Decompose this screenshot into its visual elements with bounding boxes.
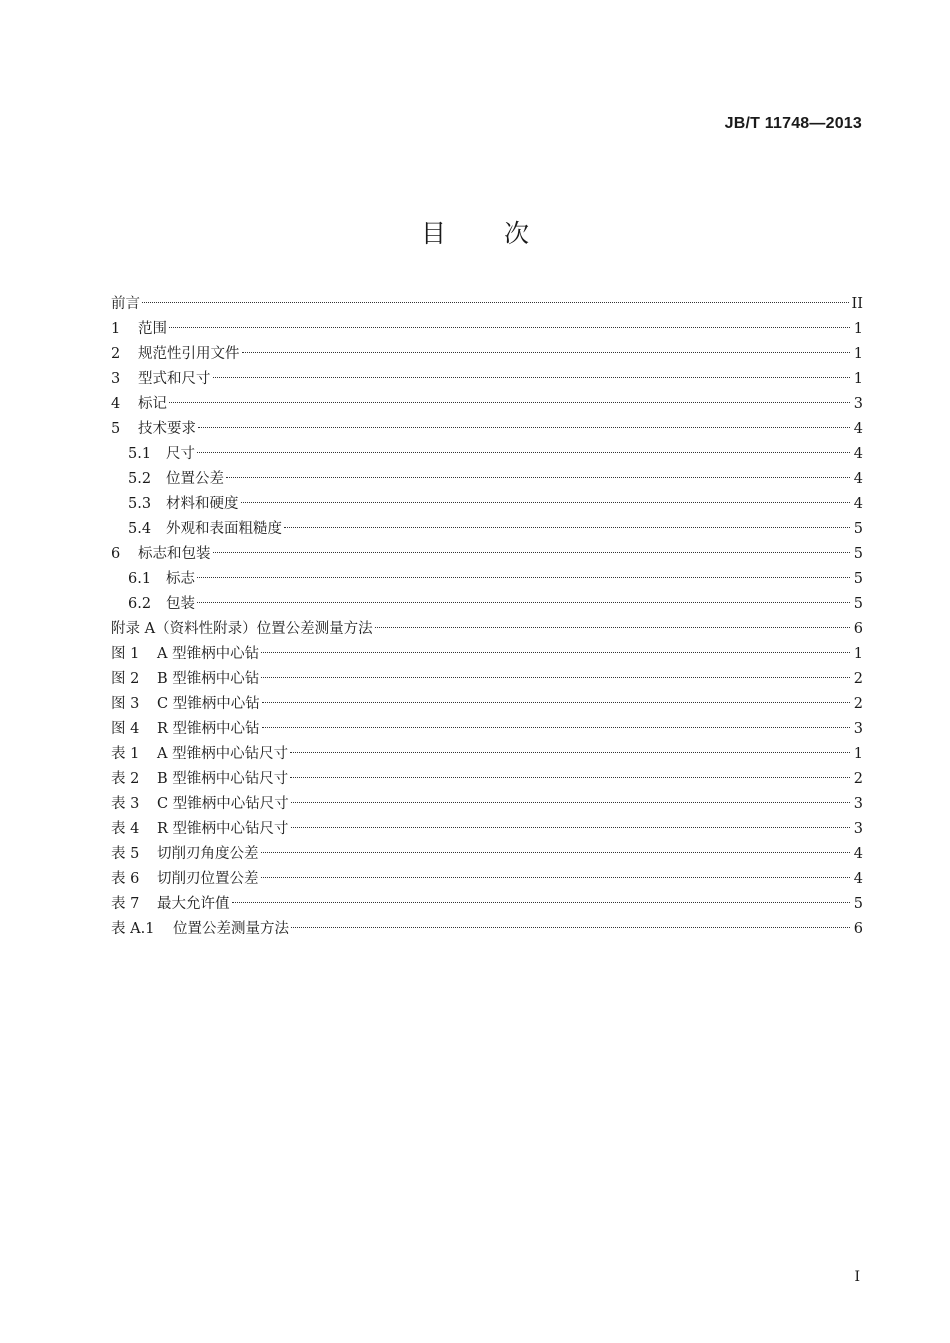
toc-entry-page: 6 [853,921,863,937]
toc-dot-leader [197,602,850,603]
toc-entry-page: 4 [853,446,863,462]
toc-entry-label: 切削刃位置公差 [157,871,259,887]
toc-entry-number: 表 7 [111,896,140,912]
toc-entry[interactable] [111,467,863,492]
toc-entry[interactable] [111,917,863,942]
toc-entry[interactable] [111,392,863,417]
toc-entry-page: 4 [853,846,863,862]
toc-entry[interactable] [111,592,863,617]
toc-entry-label: 标志和包装 [138,546,211,562]
toc-entry[interactable] [111,717,863,742]
toc-entry-page: 2 [853,771,863,787]
toc-entry-label: A 型锥柄中心钻 [157,646,260,662]
toc-entry[interactable] [111,542,863,567]
toc-dot-leader [262,727,850,728]
toc-entry-number: 5.1 [128,446,152,462]
toc-entry-label: C 型锥柄中心钻 [157,696,260,712]
toc-entry-number: 5.3 [128,496,152,512]
toc-entry-label: 规范性引用文件 [138,346,240,362]
toc-entry-page: 3 [853,821,863,837]
toc-entry[interactable] [111,742,863,767]
toc-entry-number: 表 4 [111,821,140,837]
toc-entry-page: 5 [853,521,863,537]
toc-entry-label: A 型锥柄中心钻尺寸 [157,746,289,762]
toc-entry-page: 1 [853,346,863,362]
toc-entry-page: 2 [853,671,863,687]
toc-entry[interactable] [111,617,863,642]
toc-title-char-2: 次 [504,219,530,248]
toc-entry-number: 6.1 [128,571,152,587]
toc-dot-leader [213,377,851,378]
toc-dot-leader [197,452,850,453]
toc-dot-leader [261,652,850,653]
toc-entry-label: 技术要求 [138,421,196,437]
toc-entry-number: 3 [111,371,121,387]
toc-entry-number: 图 3 [111,696,140,712]
toc-entry-number: 6.2 [128,596,152,612]
toc-dot-leader [169,402,850,403]
toc-entry-page: 1 [853,371,863,387]
toc-entry-page: 4 [853,471,863,487]
toc-entry-number: 表 A.1 [111,921,155,937]
toc-dot-leader [241,502,851,503]
toc-entry-number: 5.4 [128,521,152,537]
toc-entry-label: 范围 [138,321,167,337]
toc-entry[interactable] [111,442,863,467]
toc-entry-page: 3 [853,396,863,412]
toc-entry[interactable] [111,767,863,792]
toc-title-char-1: 目 [420,219,446,248]
toc-title [0,214,950,250]
toc-entry[interactable] [111,292,863,317]
toc-entry[interactable] [111,492,863,517]
toc-dot-leader [142,302,849,303]
toc-entry-number: 表 6 [111,871,140,887]
toc-entry-label: 最大允许值 [157,896,230,912]
page-number: I [854,1269,860,1285]
toc-entry-number: 1 [111,321,121,337]
toc-entry-label: 外观和表面粗糙度 [166,521,282,537]
toc-dot-leader [197,577,850,578]
toc-dot-leader [291,827,850,828]
toc-entry-number: 图 1 [111,646,140,662]
toc-entry-page: 3 [853,721,863,737]
toc-entry-page: 6 [853,621,863,637]
toc-entry-page: 4 [853,871,863,887]
toc-entry-number: 5 [111,421,121,437]
toc-entry-page: 1 [853,646,863,662]
toc-entry-page: 3 [853,796,863,812]
toc-entry-label: 标志 [166,571,195,587]
toc-entry[interactable] [111,792,863,817]
toc-dot-leader [213,552,851,553]
toc-dot-leader [291,802,850,803]
toc-dot-leader [261,852,851,853]
toc-entry-label: 尺寸 [166,446,195,462]
toc-entry[interactable] [111,842,863,867]
toc-entry-label: 标记 [138,396,167,412]
toc-entry-page: 2 [853,696,863,712]
toc-dot-leader [290,752,850,753]
toc-entry[interactable] [111,567,863,592]
toc-entry[interactable] [111,317,863,342]
toc-entry-label: 前言 [111,296,140,312]
toc-entry-page: 5 [853,546,863,562]
toc-dot-leader [169,327,850,328]
toc-entry[interactable] [111,867,863,892]
toc-dot-leader [262,702,850,703]
toc-entry-number: 4 [111,396,121,412]
toc-entry-page: II [851,296,863,312]
toc-entry-number: 表 2 [111,771,140,787]
toc-entry-number: 5.2 [128,471,152,487]
toc-entry-page: 4 [853,496,863,512]
toc-entry-label: 位置公差 [166,471,224,487]
toc-entry-label: 位置公差测量方法 [173,921,289,937]
toc-entry-label: B 型锥柄中心钻尺寸 [157,771,289,787]
toc-entry-number: 表 1 [111,746,140,762]
toc-entry[interactable] [111,667,863,692]
toc-entry[interactable] [111,642,863,667]
toc-dot-leader [291,927,850,928]
toc-entry-number: 表 3 [111,796,140,812]
table-of-contents [111,292,863,942]
toc-entry-page: 5 [853,896,863,912]
toc-entry-number: 2 [111,346,121,362]
toc-dot-leader [261,677,850,678]
toc-dot-leader [375,627,850,628]
toc-entry-number: 图 2 [111,671,140,687]
toc-entry-label: 附录 A（资料性附录）位置公差测量方法 [111,621,373,637]
toc-entry-number: 6 [111,546,121,562]
toc-dot-leader [232,902,851,903]
toc-entry[interactable] [111,417,863,442]
toc-entry-page: 5 [853,571,863,587]
toc-dot-leader [290,777,850,778]
toc-entry[interactable] [111,367,863,392]
toc-entry[interactable] [111,517,863,542]
toc-entry-number: 图 4 [111,721,140,737]
toc-entry-page: 1 [853,321,863,337]
toc-dot-leader [284,527,850,528]
document-code: JB/T 11748—2013 [724,115,862,132]
toc-entry-label: B 型锥柄中心钻 [157,671,260,687]
toc-entry-label: 包装 [166,596,195,612]
toc-entry-label: C 型锥柄中心钻尺寸 [157,796,289,812]
toc-dot-leader [226,477,850,478]
toc-entry[interactable] [111,817,863,842]
toc-dot-leader [261,877,851,878]
toc-entry-page: 4 [853,421,863,437]
toc-entry[interactable] [111,692,863,717]
toc-entry-label: 型式和尺寸 [138,371,211,387]
toc-entry[interactable] [111,892,863,917]
toc-entry-page: 1 [853,746,863,762]
toc-entry[interactable] [111,342,863,367]
toc-entry-page: 5 [853,596,863,612]
toc-entry-label: R 型锥柄中心钻 [157,721,260,737]
toc-entry-label: 切削刃角度公差 [157,846,259,862]
toc-entry-label: R 型锥柄中心钻尺寸 [157,821,289,837]
toc-dot-leader [242,352,851,353]
toc-dot-leader [198,427,850,428]
toc-entry-label: 材料和硬度 [166,496,239,512]
toc-entry-number: 表 5 [111,846,140,862]
